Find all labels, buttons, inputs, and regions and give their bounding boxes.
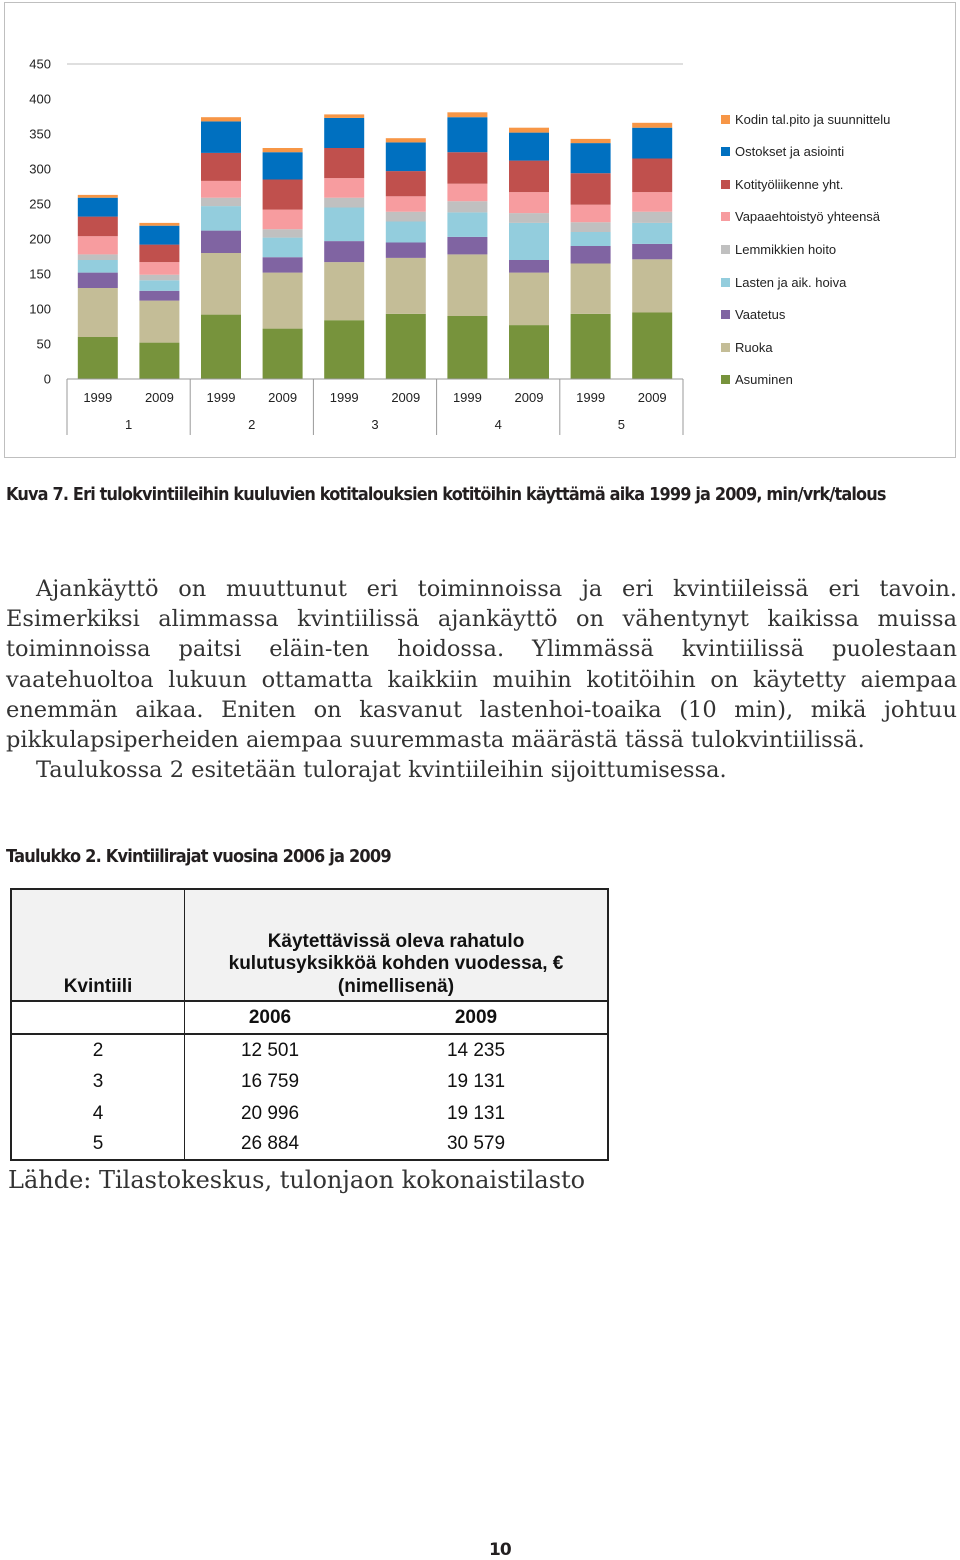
x-year-label: 1999 — [329, 390, 359, 405]
x-year-label: 2009 — [637, 390, 667, 405]
bar-segment — [509, 133, 549, 161]
legend-label: Kodin tal.pito ja suunnittelu — [735, 111, 891, 127]
legend-item — [721, 241, 836, 257]
bar-segment — [447, 117, 487, 152]
legend-label: Vaatetus — [735, 307, 786, 323]
bar-segment — [139, 223, 179, 226]
bar-segment — [263, 210, 303, 230]
bar-segment — [447, 254, 487, 316]
row-q: 3 — [11, 1066, 185, 1098]
y-tick-label: 200 — [29, 231, 51, 247]
row-2006: 16 759 — [185, 1066, 356, 1098]
bar-segment — [509, 325, 549, 379]
bar-segment — [509, 128, 549, 133]
row-2009: 19 131 — [355, 1066, 608, 1098]
row-q: 5 — [11, 1129, 185, 1160]
legend-label: Vapaaehtoistyö yhteensä — [735, 209, 881, 225]
bar-segment — [571, 139, 611, 143]
bar-segment — [324, 118, 364, 148]
bar-segment — [447, 184, 487, 202]
row-2009: 14 235 — [355, 1034, 608, 1066]
bar-segment — [139, 280, 179, 291]
bar-segment — [571, 246, 611, 264]
bar-segment — [571, 205, 611, 223]
table-source: Lähde: Tilastokeskus, tulonjaon kokonaistilasto — [8, 1166, 586, 1194]
bar-segment — [632, 159, 672, 193]
bar-segment — [632, 259, 672, 312]
bar-segment — [386, 212, 426, 222]
x-group-label: 1 — [124, 417, 133, 432]
bar-segment — [324, 320, 364, 379]
bar-segment — [263, 152, 303, 179]
bar-segment — [201, 253, 241, 315]
bar-segment — [447, 237, 487, 255]
bar-segment — [571, 232, 611, 246]
row-2009: 30 579 — [355, 1129, 608, 1160]
bar-segment — [509, 273, 549, 326]
legend-label: Kotityöliikenne yht. — [735, 176, 844, 192]
bar-segment — [139, 275, 179, 281]
bar-segment — [509, 161, 549, 193]
legend-item — [721, 209, 880, 225]
bar-segment — [201, 198, 241, 206]
header-income-label: Käytettävissä oleva rahatulo kulutusyksikköä kohden vuodessa, € (nimellisenä) — [228, 930, 564, 997]
bar-segment — [201, 153, 241, 181]
bar-segment — [386, 196, 426, 211]
bar-segment — [571, 314, 611, 379]
x-year-label: 1999 — [206, 390, 236, 405]
bar-segment — [78, 337, 118, 379]
bar-segment — [201, 231, 241, 253]
bar-segment — [78, 236, 118, 254]
legend-swatch — [721, 245, 730, 254]
bar-segment — [263, 148, 303, 152]
bar-segment — [78, 195, 118, 198]
legend-item — [721, 339, 773, 355]
stacked-bar-chart — [5, 3, 955, 457]
bar-segment — [78, 273, 118, 288]
bar-segment — [386, 258, 426, 314]
legend-swatch — [721, 278, 730, 287]
legend-label: Ostokset ja asiointi — [735, 144, 845, 160]
bar-segment — [324, 114, 364, 118]
body-text — [6, 574, 957, 785]
legend-label: Asuminen — [735, 372, 793, 388]
year-2006: 2006 — [185, 1001, 356, 1034]
bar-segment — [78, 217, 118, 237]
bar-segment — [509, 260, 549, 273]
bar-segment — [509, 213, 549, 223]
legend-item — [721, 372, 793, 388]
y-tick-label: 250 — [29, 196, 51, 212]
paragraph-1: Ajankäyttö on muuttunut eri toiminnoissa ja eri kvintiileissä eri tavoin. Esimerkiksi alimmassa kvintiilissä ajankäyttö on vähentynyt kaikissa muissa toiminnoissa paitsi eläin-ten hoidossa. Ylimmässä kvintiilissä puolestaan vaatehuoltoa lukuun ottamatta kaikkiin muihin kotitöihin on käytetty aiempaa enemmän aikaa. Eniten on kasvanut lastenhoi-toaika (10 min), mikä johtuu pikkulapsiperheiden aiempaa suuremmasta määrästä tässä tulokvintiilissä. — [6, 576, 957, 754]
bar-segment — [324, 198, 364, 208]
year-row-empty — [11, 1001, 185, 1034]
bar-segment — [386, 314, 426, 379]
bar-segment — [386, 138, 426, 142]
bar-segment — [632, 212, 672, 223]
legend-item — [721, 176, 843, 192]
bar-segment — [324, 178, 364, 198]
bar-segment — [632, 128, 672, 159]
bar-segment — [78, 254, 118, 260]
y-tick-label: 400 — [29, 91, 51, 107]
bar-segment — [509, 223, 549, 260]
row-q: 2 — [11, 1034, 185, 1066]
bar-segment — [263, 257, 303, 272]
x-year-label: 2009 — [391, 390, 421, 405]
legend-label: Lemmikkien hoito — [735, 241, 837, 257]
y-tick-label: 0 — [43, 371, 51, 387]
table-title: Taulukko 2. Kvintiilirajat vuosina 2006 ja 2009 — [6, 846, 391, 867]
y-tick-label: 50 — [36, 336, 51, 352]
x-group-label: 4 — [494, 417, 502, 432]
bar-segment — [386, 171, 426, 196]
legend-item — [721, 274, 846, 290]
bar-segment — [632, 313, 672, 380]
bar-segment — [139, 343, 179, 379]
header-quintile — [11, 889, 185, 1001]
bar-segment — [263, 329, 303, 379]
year-2009: 2009 — [355, 1001, 608, 1034]
bar-segment — [447, 212, 487, 237]
legend-item — [721, 307, 785, 323]
legend-swatch — [721, 343, 730, 352]
bar-segment — [201, 315, 241, 379]
x-year-label: 2009 — [268, 390, 298, 405]
bar-segment — [78, 288, 118, 337]
header-quintile-label: Kvintiili — [63, 976, 133, 997]
bar-segment — [509, 192, 549, 213]
legend-label: Lasten ja aik. hoiva — [735, 274, 847, 290]
x-group-label: 3 — [371, 417, 379, 432]
row-2006: 26 884 — [185, 1129, 356, 1160]
figure-caption: Kuva 7. Eri tulokvintiileihin kuuluvien kotitalouksien kotitöihin käyttämä aika 1999 ja 2009, min/vrk/talous — [6, 485, 886, 505]
x-group-label: 2 — [248, 417, 256, 432]
legend-swatch — [721, 180, 730, 189]
legend-swatch — [721, 147, 730, 156]
bar-segment — [386, 222, 426, 243]
x-year-label: 2009 — [144, 390, 174, 405]
x-year-label: 1999 — [452, 390, 482, 405]
bar-segment — [571, 143, 611, 173]
legend-swatch — [721, 115, 730, 124]
paragraph-2: Taulukossa 2 esitetään tulorajat kvintiileihin sijoittumisessa. — [36, 757, 727, 784]
legend-label: Ruoka — [735, 339, 773, 355]
x-year-label: 1999 — [576, 390, 606, 405]
legend-swatch — [721, 375, 730, 384]
bar-segment — [632, 123, 672, 128]
bar-segment — [632, 192, 672, 212]
y-tick-label: 150 — [29, 266, 51, 282]
bar-segment — [201, 117, 241, 121]
bar-segment — [324, 148, 364, 178]
bar-segment — [632, 223, 672, 244]
bar-segment — [571, 264, 611, 314]
header-income — [185, 889, 609, 1001]
legend-item — [721, 111, 890, 127]
bar-segment — [447, 112, 487, 117]
x-group-label: 5 — [617, 417, 626, 432]
bar-segment — [386, 243, 426, 258]
bar-segment — [263, 180, 303, 210]
bar-segment — [139, 262, 179, 275]
bar-segment — [263, 273, 303, 329]
bar-segment — [447, 152, 487, 184]
bar-segment — [139, 226, 179, 245]
bar-segment — [571, 173, 611, 205]
x-year-label: 1999 — [83, 390, 113, 405]
bar-segment — [263, 229, 303, 237]
bar-segment — [571, 222, 611, 232]
y-tick-label: 300 — [29, 161, 51, 177]
page-number: 10 — [489, 1540, 511, 1560]
bar-segment — [386, 142, 426, 171]
bar-segment — [201, 181, 241, 198]
bar-segment — [78, 198, 118, 217]
bar-segment — [139, 245, 179, 263]
row-2009: 19 131 — [355, 1098, 608, 1129]
bar-segment — [263, 238, 303, 258]
bar-segment — [139, 301, 179, 343]
row-q: 4 — [11, 1098, 185, 1129]
bar-segment — [324, 241, 364, 262]
row-2006: 20 996 — [185, 1098, 356, 1129]
quintile-table — [10, 888, 609, 1161]
bar-segment — [201, 121, 241, 152]
bar-segment — [324, 262, 364, 320]
bar-segment — [632, 244, 672, 259]
bar-segment — [324, 208, 364, 242]
y-tick-label: 100 — [29, 301, 51, 317]
bar-segment — [447, 316, 487, 379]
legend-item — [721, 144, 844, 160]
bar-segment — [139, 291, 179, 301]
legend-swatch — [721, 212, 730, 221]
chart-frame — [4, 2, 956, 458]
y-tick-label: 350 — [29, 126, 51, 142]
bar-segment — [201, 206, 241, 231]
row-2006: 12 501 — [185, 1034, 356, 1066]
legend-swatch — [721, 310, 730, 319]
bar-segment — [78, 260, 118, 273]
x-year-label: 2009 — [514, 390, 544, 405]
bar-segment — [447, 201, 487, 212]
y-tick-label: 450 — [29, 56, 51, 72]
